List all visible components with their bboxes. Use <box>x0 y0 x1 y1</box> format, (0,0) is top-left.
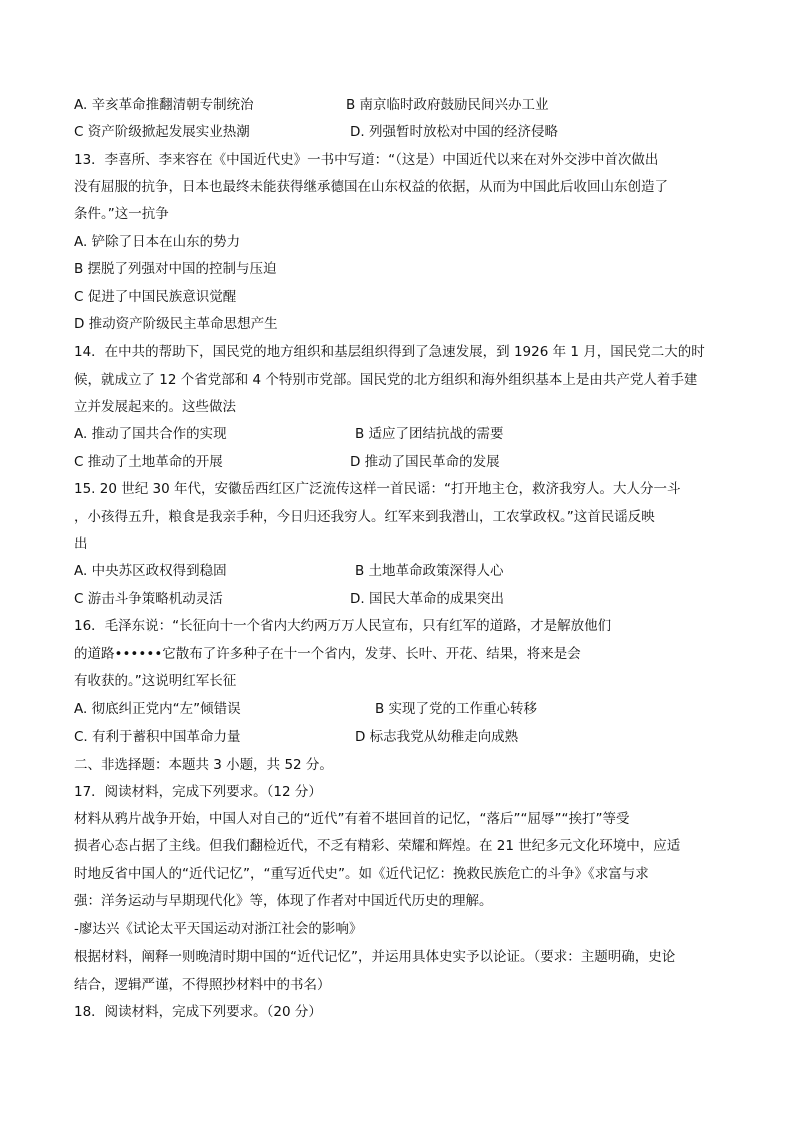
q16-option-b: B 实现了党的工作重心转移 <box>375 701 538 717</box>
q13-option-b: B 摆脱了列强对中国的控制与压迫 <box>74 261 277 277</box>
q16-option-a: A. 彻底纠正党内“左”倾错误 <box>74 701 241 717</box>
q17-source: -廖达兴《试论太平天国运动对浙江社会的影响》 <box>74 921 363 937</box>
q12-option-b: B 南京临时政府鼓励民间兴办工业 <box>346 97 549 113</box>
q17-material-line-3: 时地反省中国人的“近代记忆”，“重写近代史”。如《近代记忆：挽救民族危亡的斗争》《求富与求 <box>74 866 649 882</box>
q14-stem-line-3: 立并发展起来的。这些做法 <box>74 399 236 415</box>
q14-stem-line-2: 候，就成立了 12 个省党部和 4 个特别市党部。国民党的北方组织和海外组织基本上是由共产党人着手建 <box>74 372 698 388</box>
q15-option-b: B 土地革命政策深得人心 <box>355 563 504 579</box>
section-2-heading: 二、非选择题：本题共 3 小题，共 52 分。 <box>74 757 333 773</box>
q12-option-a: A. 辛亥革命推翻清朝专制统治 <box>74 97 254 113</box>
q17-title: 17．阅读材料，完成下列要求。（12 分） <box>74 784 322 800</box>
q14-option-c: C 推动了土地革命的开展 <box>74 454 223 470</box>
q17-requirement-line-1: 根据材料，阐释一则晚清时期中国的“近代记忆”，并运用具体史实予以论证。（要求：主题明确，史论 <box>74 949 676 965</box>
q16-stem-line-2: 的道路••••••它散布了许多种子在十一个省内，发芽、长叶、开花、结果，将来是会 <box>74 646 581 662</box>
q12-option-c: C 资产阶级掀起发展实业热潮 <box>74 124 250 140</box>
q12-option-d: D. 列强暂时放松对中国的经济侵略 <box>350 124 558 140</box>
q14-stem-line-1: 14．在中共的帮助下，国民党的地方组织和基层组织得到了急速发展，到 1926 年 1 月，国民党二大的时 <box>74 344 705 360</box>
q17-material-line-4: 强：洋务运动与早期现代化》等，体现了作者对中国近代历史的理解。 <box>74 893 493 909</box>
q15-stem-line-1: 15. 20 世纪 30 年代，安徽岳西红区广泛流传这样一首民谣：“打开地主仓，救济我穷人。大人分一斗 <box>74 481 681 497</box>
q14-option-d: D 推动了国民革命的发展 <box>350 454 500 470</box>
q13-stem-line-1: 13．李喜所、李来容在《中国近代史》一书中写道：“（这是）中国近代以来在对外交涉中首次做出 <box>74 152 659 168</box>
q16-stem-line-1: 16．毛泽东说：“长征向十一个省内大约两万万人民宣布，只有红军的道路，才是解放他们 <box>74 618 612 634</box>
q15-stem-line-3: 出 <box>74 536 88 552</box>
q15-option-c: C 游击斗争策略机动灵活 <box>74 591 223 607</box>
q18-title: 18．阅读材料，完成下列要求。（20 分） <box>74 1004 322 1020</box>
q14-option-a: A. 推动了国共合作的实现 <box>74 426 227 442</box>
q13-stem-line-2: 没有屈服的抗争，日本也最终未能获得继承德国在山东权益的依据，从而为中国此后收回山东创造了 <box>74 179 668 195</box>
q17-material-line-1: 材料从鸦片战争开始，中国人对自己的“近代”有着不堪回首的记忆，“落后”“屈辱”“挨打”等受 <box>74 811 630 827</box>
q15-option-a: A. 中央苏区政权得到稳固 <box>74 563 227 579</box>
q15-option-d: D. 国民大革命的成果突出 <box>350 591 504 607</box>
q14-option-b: B 适应了团结抗战的需要 <box>355 426 504 442</box>
q13-option-a: A. 铲除了日本在山东的势力 <box>74 234 241 250</box>
q17-requirement-line-2: 结合，逻辑严谨，不得照抄材料中的书名） <box>74 977 331 993</box>
q13-stem-line-3: 条件。”这一抗争 <box>74 206 169 222</box>
q16-option-d: D 标志我党从幼稚走向成熟 <box>355 729 519 745</box>
q16-option-c: C. 有利于蓄积中国革命力量 <box>74 729 241 745</box>
q13-option-c: C 促进了中国民族意识觉醒 <box>74 289 237 305</box>
q13-option-d: D 推动资产阶级民主革命思想产生 <box>74 316 278 332</box>
q16-stem-line-3: 有收获的。”这说明红军长征 <box>74 673 237 689</box>
q15-stem-line-2: ，小孩得五升，粮食是我亲手种，今日归还我穷人。红军来到我潜山，工农掌政权。”这首民谣反映 <box>74 509 655 525</box>
q17-material-line-2: 损者心态占据了主线。但我们翻检近代，不乏有精彩、荣耀和辉煌。在 21 世纪多元文化环境中，应适 <box>74 838 681 854</box>
